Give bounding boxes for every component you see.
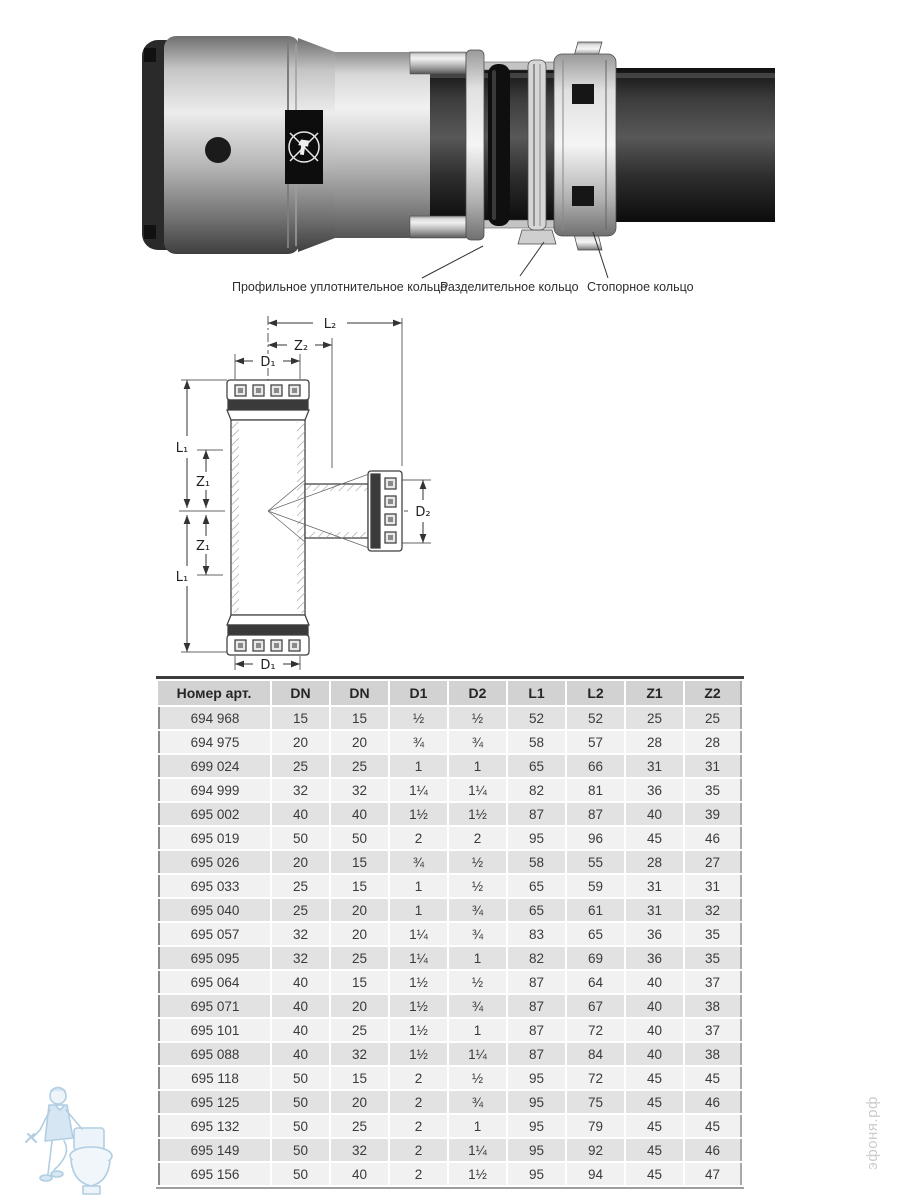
table-cell-z2: 31	[685, 875, 742, 897]
table-cell-d1: 2	[390, 1163, 447, 1185]
table-cell-dn1: 25	[272, 899, 329, 921]
table-cell-art-no: 695 071	[158, 995, 270, 1017]
table-cell-d2: ¾	[449, 1091, 506, 1113]
table-row	[158, 1091, 742, 1113]
table-cell-art-no: 695 125	[158, 1091, 270, 1113]
table-cell-d1: ½	[390, 707, 447, 729]
table-cell-dn2: 25	[331, 1019, 388, 1041]
table-cell-z2: 45	[685, 1067, 742, 1089]
table-cell-l2: 67	[567, 995, 624, 1017]
table-cell-z2: 46	[685, 1139, 742, 1161]
table-cell-z1: 40	[626, 803, 683, 825]
table-cell-l2: 61	[567, 899, 624, 921]
table-cell-d2: 1	[449, 1115, 506, 1137]
table-cell-d1: 1½	[390, 803, 447, 825]
table-cell-dn1: 15	[272, 707, 329, 729]
table-cell-dn1: 32	[272, 947, 329, 969]
table-cell-d1: 2	[390, 1139, 447, 1161]
table-cell-z1: 31	[626, 875, 683, 897]
table-cell-dn2: 40	[331, 1163, 388, 1185]
table-cell-z2: 46	[685, 827, 742, 849]
table-cell-z1: 45	[626, 1139, 683, 1161]
table-cell-z1: 28	[626, 851, 683, 873]
table-cell-z2: 35	[685, 947, 742, 969]
table-cell-z1: 40	[626, 1019, 683, 1041]
dim-label-z2: Z₂	[293, 339, 309, 354]
dim-label-l2: L₂	[323, 317, 337, 332]
table-cell-l2: 69	[567, 947, 624, 969]
table-cell-dn2: 20	[331, 731, 388, 753]
table-row	[158, 1067, 742, 1089]
table-cell-art-no: 695 064	[158, 971, 270, 993]
table-row	[158, 1163, 742, 1185]
dim-label-z1-top: Z₁	[195, 475, 211, 490]
table-cell-dn2: 32	[331, 1043, 388, 1065]
table-cell-z2: 45	[685, 1115, 742, 1137]
table-cell-d2: ½	[449, 851, 506, 873]
table-cell-l1: 58	[508, 851, 565, 873]
table-cell-l1: 95	[508, 1067, 565, 1089]
table-cell-z2: 37	[685, 1019, 742, 1041]
table-cell-dn2: 25	[331, 947, 388, 969]
table-row	[158, 995, 742, 1017]
table-cell-z1: 36	[626, 923, 683, 945]
table-cell-d2: 1	[449, 755, 506, 777]
table-cell-d2: ½	[449, 971, 506, 993]
table-cell-dn1: 50	[272, 827, 329, 849]
tee-fitting-diagram	[165, 308, 480, 678]
table-cell-l1: 87	[508, 971, 565, 993]
table-cell-art-no: 695 132	[158, 1115, 270, 1137]
table-cell-dn1: 25	[272, 875, 329, 897]
watermark-site-text: эфоня.рф	[864, 1096, 881, 1170]
table-cell-z1: 31	[626, 755, 683, 777]
table-cell-z2: 38	[685, 1043, 742, 1065]
table-row	[158, 1019, 742, 1041]
table-cell-z1: 25	[626, 707, 683, 729]
table-cell-l1: 65	[508, 875, 565, 897]
table-cell-z2: 35	[685, 923, 742, 945]
table-cell-dn1: 40	[272, 1043, 329, 1065]
table-header-cell: DN	[272, 681, 329, 705]
table-cell-l2: 81	[567, 779, 624, 801]
table-cell-l1: 82	[508, 947, 565, 969]
table-cell-d1: 1¼	[390, 923, 447, 945]
dim-label-l1-bottom: L₁	[175, 570, 189, 585]
table-header-cell: D2	[449, 681, 506, 705]
table-cell-art-no: 695 040	[158, 899, 270, 921]
table-cell-z2: 37	[685, 971, 742, 993]
table-cell-l2: 52	[567, 707, 624, 729]
table-row	[158, 971, 742, 993]
spec-table-head	[158, 681, 742, 705]
table-cell-z1: 40	[626, 971, 683, 993]
dim-label-d1-top: D₁	[260, 355, 276, 370]
table-cell-l2: 55	[567, 851, 624, 873]
table-cell-d2: ¾	[449, 995, 506, 1017]
table-cell-z1: 45	[626, 1091, 683, 1113]
table-cell-dn1: 32	[272, 923, 329, 945]
table-row	[158, 875, 742, 897]
table-cell-d2: 1½	[449, 1163, 506, 1185]
table-cell-dn2: 50	[331, 827, 388, 849]
table-header-row	[158, 681, 742, 705]
table-cell-dn2: 20	[331, 923, 388, 945]
table-cell-l2: 92	[567, 1139, 624, 1161]
table-cell-z1: 28	[626, 731, 683, 753]
table-cell-dn2: 40	[331, 803, 388, 825]
table-cell-l2: 96	[567, 827, 624, 849]
table-header-cell: L1	[508, 681, 565, 705]
table-cell-dn1: 50	[272, 1139, 329, 1161]
table-cell-z2: 32	[685, 899, 742, 921]
table-cell-d2: ¾	[449, 899, 506, 921]
spec-table-body	[158, 707, 742, 1185]
callout-stop-ring: Стопорное кольцо	[587, 280, 694, 294]
table-cell-z1: 36	[626, 779, 683, 801]
table-header-cell: Z2	[685, 681, 742, 705]
table-header-cell: Номер арт.	[158, 681, 270, 705]
table-cell-z1: 45	[626, 827, 683, 849]
table-cell-l2: 65	[567, 923, 624, 945]
dim-label-l1-top: L₁	[175, 441, 189, 456]
table-cell-art-no: 699 024	[158, 755, 270, 777]
table-cell-art-no: 694 968	[158, 707, 270, 729]
table-row	[158, 851, 742, 873]
table-cell-l1: 58	[508, 731, 565, 753]
table-cell-dn1: 20	[272, 731, 329, 753]
table-cell-dn2: 15	[331, 1067, 388, 1089]
table-cell-l1: 87	[508, 995, 565, 1017]
table-cell-z2: 39	[685, 803, 742, 825]
table-cell-dn2: 15	[331, 851, 388, 873]
table-cell-dn2: 32	[331, 1139, 388, 1161]
table-cell-d2: ¾	[449, 731, 506, 753]
table-cell-d2: 1¼	[449, 1139, 506, 1161]
table-cell-dn1: 50	[272, 1115, 329, 1137]
table-cell-dn1: 40	[272, 803, 329, 825]
table-cell-l2: 59	[567, 875, 624, 897]
table-cell-z1: 45	[626, 1067, 683, 1089]
table-cell-d2: ½	[449, 707, 506, 729]
table-cell-l2: 87	[567, 803, 624, 825]
table-cell-dn1: 25	[272, 755, 329, 777]
fitting-label-badge	[285, 110, 323, 184]
table-cell-z1: 40	[626, 995, 683, 1017]
table-cell-dn1: 32	[272, 779, 329, 801]
table-cell-dn1: 50	[272, 1091, 329, 1113]
table-cell-d1: 1	[390, 755, 447, 777]
table-cell-l1: 87	[508, 1043, 565, 1065]
table-cell-d2: 1	[449, 1019, 506, 1041]
table-row	[158, 827, 742, 849]
table-cell-d1: 2	[390, 827, 447, 849]
spec-table	[156, 676, 744, 1189]
table-header-cell: Z1	[626, 681, 683, 705]
table-cell-d1: 1½	[390, 1043, 447, 1065]
table-row	[158, 779, 742, 801]
table-cell-dn1: 40	[272, 1019, 329, 1041]
table-cell-l2: 94	[567, 1163, 624, 1185]
table-cell-l1: 95	[508, 1115, 565, 1137]
profile-seal-ring	[488, 64, 510, 226]
table-cell-l1: 95	[508, 1091, 565, 1113]
table-cell-l2: 72	[567, 1019, 624, 1041]
table-row	[158, 731, 742, 753]
table-cell-d2: ½	[449, 1067, 506, 1089]
table-cell-dn2: 20	[331, 1091, 388, 1113]
table-cell-d1: 1½	[390, 971, 447, 993]
table-cell-d1: 1	[390, 875, 447, 897]
table-cell-z1: 45	[626, 1163, 683, 1185]
table-cell-l2: 72	[567, 1067, 624, 1089]
table-cell-d2: 1½	[449, 803, 506, 825]
table-cell-z2: 28	[685, 731, 742, 753]
table-cell-d2: 1¼	[449, 1043, 506, 1065]
stop-ring	[554, 42, 616, 250]
tee-fitting-body	[227, 380, 402, 655]
dim-label-z1-bottom: Z₁	[195, 539, 211, 554]
press-fitting-bell	[142, 36, 300, 254]
sleeve-lip	[466, 50, 484, 240]
table-cell-l1: 95	[508, 1163, 565, 1185]
table-cell-dn1: 40	[272, 971, 329, 993]
table-cell-l1: 65	[508, 755, 565, 777]
callout-profile-seal-ring: Профильное уплотнительное кольцо	[232, 280, 448, 294]
table-cell-art-no: 695 088	[158, 1043, 270, 1065]
callout-separator-ring: Разделительное кольцо	[440, 280, 579, 294]
table-header-cell: D1	[390, 681, 447, 705]
table-cell-z2: 35	[685, 779, 742, 801]
table-cell-art-no: 695 033	[158, 875, 270, 897]
table-cell-z1: 31	[626, 899, 683, 921]
table-cell-l2: 75	[567, 1091, 624, 1113]
table-cell-l1: 95	[508, 827, 565, 849]
table-row	[158, 1115, 742, 1137]
table-cell-z1: 36	[626, 947, 683, 969]
table-cell-dn2: 15	[331, 971, 388, 993]
bell-hole	[205, 137, 231, 163]
table-cell-z2: 47	[685, 1163, 742, 1185]
table-cell-d2: 1¼	[449, 779, 506, 801]
table-cell-art-no: 695 118	[158, 1067, 270, 1089]
table-cell-dn1: 40	[272, 995, 329, 1017]
table-cell-z1: 45	[626, 1115, 683, 1137]
table-cell-l1: 65	[508, 899, 565, 921]
table-cell-d2: 1	[449, 947, 506, 969]
table-cell-art-no: 695 057	[158, 923, 270, 945]
table-cell-d1: 1¼	[390, 779, 447, 801]
product-photo	[130, 10, 775, 280]
table-cell-d2: ¾	[449, 923, 506, 945]
table-cell-d1: ¾	[390, 731, 447, 753]
table-cell-dn2: 15	[331, 707, 388, 729]
table-cell-d1: 2	[390, 1091, 447, 1113]
table-cell-dn1: 50	[272, 1163, 329, 1185]
watermark-plumber-logo	[12, 1082, 125, 1198]
table-row	[158, 923, 742, 945]
table-cell-d2: 2	[449, 827, 506, 849]
table-cell-d2: ½	[449, 875, 506, 897]
table-cell-dn2: 15	[331, 875, 388, 897]
table-cell-l2: 64	[567, 971, 624, 993]
table-cell-dn2: 25	[331, 1115, 388, 1137]
table-cell-z2: 27	[685, 851, 742, 873]
table-row	[158, 899, 742, 921]
table-row	[158, 947, 742, 969]
table-cell-l1: 52	[508, 707, 565, 729]
table-cell-art-no: 695 101	[158, 1019, 270, 1041]
table-row	[158, 755, 742, 777]
table-cell-dn2: 25	[331, 755, 388, 777]
table-cell-d1: 1½	[390, 995, 447, 1017]
table-cell-art-no: 695 149	[158, 1139, 270, 1161]
table-cell-l2: 57	[567, 731, 624, 753]
table-header-cell: DN	[331, 681, 388, 705]
dim-label-d2: D₂	[415, 505, 431, 520]
table-cell-d1: 2	[390, 1067, 447, 1089]
table-cell-art-no: 695 156	[158, 1163, 270, 1185]
table-cell-d1: 1	[390, 899, 447, 921]
table-cell-l1: 82	[508, 779, 565, 801]
table-row	[158, 1043, 742, 1065]
table-cell-art-no: 695 002	[158, 803, 270, 825]
table-cell-l2: 79	[567, 1115, 624, 1137]
table-cell-z2: 31	[685, 755, 742, 777]
table-row	[158, 1139, 742, 1161]
table-cell-l1: 83	[508, 923, 565, 945]
table-header-cell: L2	[567, 681, 624, 705]
table-cell-l1: 87	[508, 803, 565, 825]
table-cell-d1: 2	[390, 1115, 447, 1137]
table-cell-z2: 46	[685, 1091, 742, 1113]
table-cell-art-no: 695 095	[158, 947, 270, 969]
table-cell-dn1: 20	[272, 851, 329, 873]
table-cell-l2: 66	[567, 755, 624, 777]
table-cell-art-no: 694 975	[158, 731, 270, 753]
table-cell-dn1: 50	[272, 1067, 329, 1089]
table-cell-z2: 25	[685, 707, 742, 729]
table-cell-l1: 87	[508, 1019, 565, 1041]
table-cell-art-no: 694 999	[158, 779, 270, 801]
table-cell-dn2: 20	[331, 899, 388, 921]
table-cell-art-no: 695 019	[158, 827, 270, 849]
table-cell-dn2: 32	[331, 779, 388, 801]
dim-label-d1-bottom: D₁	[260, 658, 276, 673]
table-cell-d1: 1¼	[390, 947, 447, 969]
table-cell-d1: ¾	[390, 851, 447, 873]
table-cell-dn2: 20	[331, 995, 388, 1017]
table-cell-art-no: 695 026	[158, 851, 270, 873]
table-cell-z2: 38	[685, 995, 742, 1017]
table-cell-l2: 84	[567, 1043, 624, 1065]
table-cell-z1: 40	[626, 1043, 683, 1065]
table-cell-l1: 95	[508, 1139, 565, 1161]
table-cell-d1: 1½	[390, 1019, 447, 1041]
table-row	[158, 803, 742, 825]
table-row	[158, 707, 742, 729]
